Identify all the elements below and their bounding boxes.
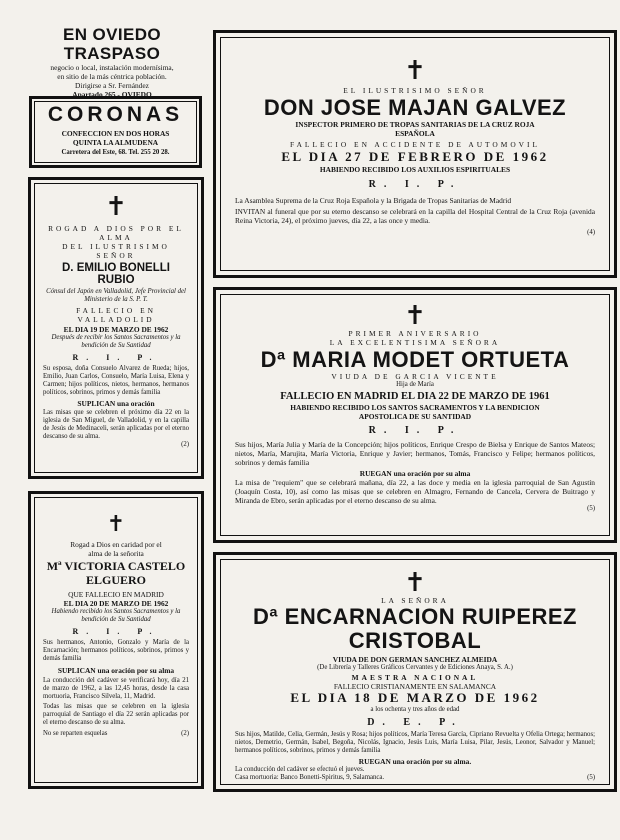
cross-icon: ✝ [404,56,426,86]
castelo-desc: Habiendo recibido los Santos Sacramentos y la bendición de Su Santidad [51,607,181,623]
majan-num: (4) [587,229,595,237]
majan-died1: FALLECIO EN ACCIDENTE DE AUTOMOVIL [290,140,540,150]
castelo-family: Sus hermanos, Antonio, Gonzalo y María de la Encarnación; hermanos políticos, sobrinos, primos y demás familia [43,639,189,663]
bonelli-num: (2) [181,441,189,449]
castelo-footer [43,730,189,738]
ad-coronas-line3: Carretera del Este, 68. Tel. 255 20 28. [61,149,170,157]
obituary-ruiperez [213,552,617,792]
modet-rip: R. I. P. [368,424,462,436]
bonelli-intro2: DEL ILUSTRISIMO SEÑOR [62,242,170,261]
bonelli-died1: FALLECIO EN VALLADOLID [76,306,156,325]
bonelli-intro1: ROGAD A DIOS POR EL ALMA [48,224,184,243]
ruiperez-conduccion: La conducción del cadáver se efectuó el jueves. [235,766,365,774]
modet-desc2: APOSTOLICA DE SU SANTIDAD [358,411,472,421]
ruiperez-age: a los ochenta y tres años de edad [370,705,460,713]
majan-title1: INSPECTOR PRIMERO DE TROPAS SANITARIAS DE LA CRUZ ROJA [295,120,535,130]
castelo-note: No se reparten esquelas [43,730,108,738]
bonelli-name: D. EMILIO BONELLI RUBIO [62,262,170,287]
obituary-castelo [28,491,204,789]
majan-died2: EL DIA 27 DE FEBRERO DE 1962 [281,149,549,165]
modet-intro1: PRIMER ANIVERSARIO [348,329,482,338]
majan-title2: ESPAÑOLA [395,129,435,139]
ad-coronas-line1: CONFECCION EN DOS HORAS [61,129,170,139]
castelo-num: (2) [181,730,189,738]
cross-icon: ✝ [106,512,126,537]
bonelli-ruegan: SUPLICAN una oración [77,399,155,409]
ad-traspaso [22,26,202,100]
modet-ruegan: RUEGAN una oración por su alma [359,468,471,478]
ruiperez-name1: Dª ENCARNACION RUIPEREZ [253,604,577,630]
bonelli-desc: Cónsul del Japón en Valladolid, Jefe Provincial del Ministerio de la S. P. T. [46,288,186,304]
castelo-intro1: Rogad a Dios en caridad por el [70,540,162,549]
obituary-majan [213,30,617,278]
castelo-name1: Mª VICTORIA CASTELO [46,559,186,574]
castelo-intro2: alma de la señorita [88,549,144,559]
modet-mass: La misa de "requiem" que se celebrará mañana, día 22, a las doce y media en la iglesia parroquial de San Agustín (Joaquín Costa, 10), así como las misas que se celebren en Almagro, Fernando de Cancela, Cervera de Buitrago y Miranda de Ebro, serán aplicadas por el eterno descanso de su alma. [235,477,595,505]
modet-widow: VIUDA DE GARCIA VICENTE [331,372,499,382]
majan-intro: EL ILUSTRISIMO SEÑOR [343,86,487,95]
modet-hija: Hija de María [396,381,434,389]
ruiperez-died1: FALLECIO CRISTIANAMENTE EN SALAMANCA [333,681,497,691]
bonelli-rip: R. I. P. [72,352,160,362]
castelo-died2: EL DIA 20 DE MARZO DE 1962 [63,598,169,608]
bonelli-died2: EL DIA 19 DE MARZO DE 1962 [63,324,169,334]
bonelli-family: Su esposa, doña Consuelo Alvarez de Rueda; hijos, Emilio, Juan Carlos, Consuelo, María Luisa, Elena y Carmen; hijos políticos, nietos, hermanos, hermanos políticos, sobrinos, primos y demás familia [43,364,189,397]
majan-name: DON JOSE MAJAN GALVEZ [263,95,567,121]
bonelli-mass: Las misas que se celebren el próximo día 22 en la iglesia de San Miguel, de Valladolid, y en la capilla de Jesús de Medinaceli, serán aplicadas por el eterno descanso de su alma. [43,408,189,440]
ruiperez-name2: CRISTOBAL [348,628,482,654]
ruiperez-ruegan: RUEGAN una oración por su alma. [358,757,472,767]
obituary-bonelli [28,177,204,479]
ad-coronas-line2: QUINTA LA ALMUDENA [72,138,159,148]
ad-traspaso-line1: negocio o local, instalación modernísima, [50,63,174,73]
castelo-rip: R. I. P. [72,627,160,637]
castelo-name2: ELGUERO [85,572,146,587]
ruiperez-profession: MAESTRA NACIONAL [351,672,479,682]
ad-coronas-headline: CORONAS [47,103,184,126]
modet-name: Dª MARIA MODET ORTUETA [260,347,570,373]
ruiperez-company: (De Librería y Talleres Gráficos Cervantes y de Ediciones Anaya, S. A.) [317,664,513,672]
cross-icon: ✝ [404,568,426,598]
ad-traspaso-headline: EN OVIEDO TRASPASO [62,25,162,63]
majan-body1: La Asamblea Suprema de la Cruz Roja Española y la Brigada de Tropas Sanitarias de Madrid [235,196,512,206]
obituary-modet [213,287,617,543]
modet-num: (5) [587,504,595,512]
ruiperez-died2: EL DIA 18 DE MARZO DE 1962 [290,689,540,705]
ruiperez-rip: D. E. P. [367,716,463,728]
modet-died: FALLECIO EN MADRID EL DIA 22 DE MARZO DE 1961 [280,390,550,402]
modet-intro2: LA EXCELENTISIMA SEÑORA [329,338,501,348]
modet-family: Sus hijos, María Julia y María de la Concepción; hijos políticos, Enrique Crespo de Bielsa y Enrique de Santos Mateos; nietos, María, Marujita, María Victoria, Enrique y Javier; hermanos, Tomás, Francisco y Felipe; hermanos políticos, sobrinos y demás familia [235,439,595,467]
ruiperez-footer [235,774,595,782]
ruiperez-widow: VIUDA DE DON GERMAN SANCHEZ ALMEIDA [332,655,498,665]
modet-desc1: HABIENDO RECIBIDO LOS SANTOS SACRAMENTOS Y LA BENDICION [290,402,540,412]
cross-icon: ✝ [404,301,426,331]
majan-desc: HABIENDO RECIBIDO LOS AUXILIOS ESPIRITUALES [319,165,511,175]
ad-traspaso-line4: Apartado 265 - OVIEDO [72,90,152,100]
ad-traspaso-line3: Dirigirse a Sr. Fernández [75,81,149,91]
bonelli-desc2: Después de recibir los Santos Sacramentos y la bendición de Su Santidad [51,333,181,349]
castelo-ruegan: SUPLICAN una oración por su alma [57,665,175,675]
ad-coronas [29,96,202,168]
castelo-misas: Todas las misas que se celebren en la iglesia parroquial de Santiago el día 22 serán aplicadas por el eterno descanso de su alma. [43,703,189,727]
ruiperez-num: (5) [587,774,595,782]
ruiperez-intro: LA SEÑORA [381,596,449,605]
castelo-conduccion: La conducción del cadáver se verificará hoy, día 21 de marzo de 1962, a las 12,45 horas, desde la casa mortuoria, Francisco Silvela, 11, Madrid. [43,676,189,700]
ruiperez-family: Sus hijos, Matilde, Celia, Germán, Jesús y Rosa; hijos políticos, María Teresa García, Cipriano Revuelta y Ofelia Ortega; hermanos; nietos, Demetrio, Germán, Isabel, Begoña, Nicolás, Ignacio, Jesús Luis, María Luisa, Pilar, Jesús, Leonor, Salvador y Manuel; hermanos políticos, sobrinos, primos y demás familia [235,730,595,755]
cross-icon: ✝ [105,192,127,222]
castelo-died1: QUE FALLECIO EN MADRID [68,589,164,599]
ad-traspaso-line2: en sitio de la más céntrica población. [57,72,167,82]
ruiperez-address: Casa mortuoria: Banco Bonetti-Spiritus, 9, Salamanca. [235,774,385,782]
majan-rip: R. I. P. [368,179,462,191]
majan-body2: INVITAN al funeral que por su eterno descanso se celebrará en la capilla del Hospital Central de la Cruz Roja (avenida Reina Victoria, 24), el próximo jueves, día 22, a las once y media. [235,207,595,226]
